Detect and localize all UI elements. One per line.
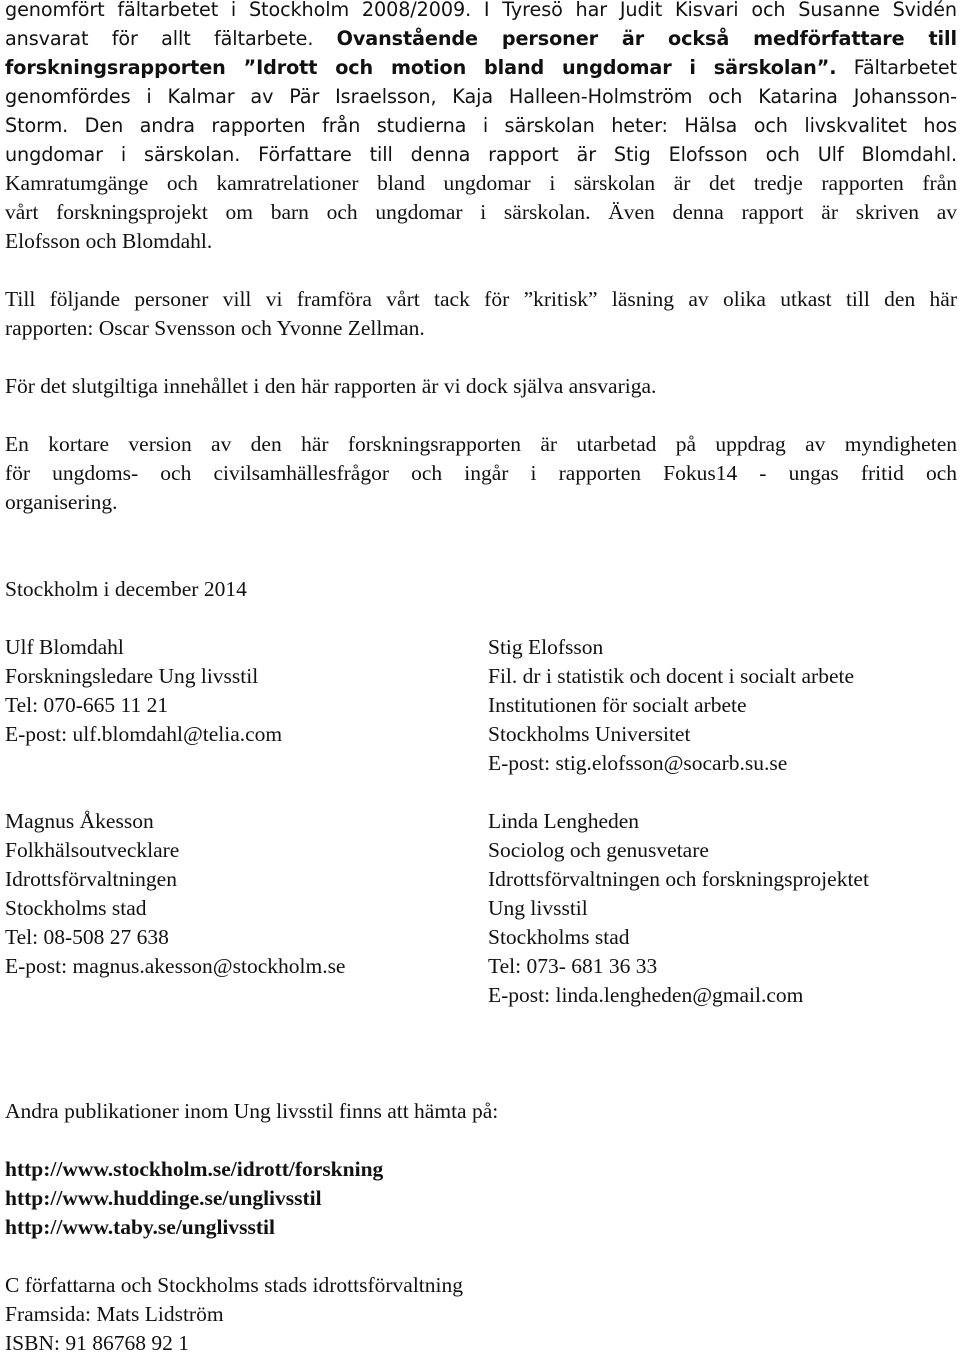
contact-stig-elofsson bbox=[488, 633, 957, 778]
publications-heading: Andra publikationer inom Ung livsstil finns att hämta på: bbox=[5, 1099, 499, 1123]
link-stockholm[interactable]: http://www.stockholm.se/idrott/forskning bbox=[5, 1157, 384, 1181]
contact-department: Institutionen för socialt arbete bbox=[488, 693, 747, 717]
contact-name: Linda Lengheden bbox=[488, 809, 640, 833]
contact-organisation: Stockholms stad bbox=[5, 896, 147, 920]
thanks-line-1: Till följande personer vill vi framföra vårt tack för ”kritisk” läsning av olika utkast till den här bbox=[5, 287, 957, 311]
thanks-paragraph bbox=[5, 285, 957, 343]
contact-magnus-akesson bbox=[5, 807, 488, 1010]
contact-email: E-post: linda.lengheden@gmail.com bbox=[488, 983, 804, 1007]
intro-line-2-text: ansvarat för allt fältarbete. bbox=[5, 27, 337, 50]
colophon bbox=[5, 1271, 957, 1358]
contact-title: Folkhälsoutvecklare bbox=[5, 838, 180, 862]
contact-title: Sociolog och genusvetare bbox=[488, 838, 709, 862]
assignment-paragraph bbox=[5, 430, 957, 517]
cover-credit: Framsida: Mats Lidström bbox=[5, 1302, 224, 1326]
place-date bbox=[5, 575, 957, 604]
contact-title: Fil. dr i statistik och docent i socialt arbete bbox=[488, 664, 855, 688]
publication-links bbox=[5, 1155, 957, 1242]
contact-name: Stig Elofsson bbox=[488, 635, 604, 659]
contacts-top bbox=[5, 633, 957, 778]
intro-line-5: Storm. Den andra rapporten från studierna i särskolan heter: Hälsa och livskvalitet hos bbox=[5, 114, 957, 137]
responsibility-line: För det slutgiltiga innehållet i den här rapporten är vi dock själva ansvariga. bbox=[5, 374, 657, 398]
contact-email: E-post: ulf.blomdahl@telia.com bbox=[5, 722, 283, 746]
assignment-line-2: för ungdoms- och civilsamhällesfrågor och ingår i rapporten Fokus14 - ungas fritid och bbox=[5, 461, 957, 485]
contact-phone: Tel: 08-508 27 638 bbox=[5, 925, 169, 949]
place-date-line: Stockholm i december 2014 bbox=[5, 577, 247, 601]
intro-line-4: genomfördes i Kalmar av Pär Israelsson, Kaja Halleen-Holmström och Katarina Johansson- bbox=[5, 85, 957, 108]
intro-line-8: vårt forskningsprojekt om barn och ungdomar i särskolan. Även denna rapport är skriven av bbox=[5, 200, 957, 224]
intro-line-1: genomfört fältarbetet i Stockholm 2008/2009. I Tyresö har Judit Kisvari och Susanne Svidén bbox=[5, 0, 957, 21]
contact-department: Idrottsförvaltningen och forskningsprojektet bbox=[488, 867, 869, 891]
link-huddinge[interactable]: http://www.huddinge.se/unglivsstil bbox=[5, 1186, 322, 1210]
contact-department: Idrottsförvaltningen bbox=[5, 867, 177, 891]
document-page bbox=[5, 0, 957, 1358]
contact-title: Forskningsledare Ung livsstil bbox=[5, 664, 259, 688]
contact-project: Ung livsstil bbox=[488, 896, 588, 920]
contact-phone: Tel: 070-665 11 21 bbox=[5, 693, 169, 717]
intro-line-3-text: Fältarbetet bbox=[836, 56, 957, 79]
intro-line-9: Elofsson och Blomdahl. bbox=[5, 229, 213, 253]
intro-paragraph bbox=[5, 0, 957, 256]
thanks-line-2: rapporten: Oscar Svensson och Yvonne Zellman. bbox=[5, 316, 425, 340]
isbn-line: ISBN: 91 86768 92 1 bbox=[5, 1331, 189, 1355]
link-taby[interactable]: http://www.taby.se/unglivsstil bbox=[5, 1215, 275, 1239]
contact-organisation: Stockholms stad bbox=[488, 925, 630, 949]
responsibility-paragraph bbox=[5, 372, 957, 401]
intro-line-7: Kamratumgänge och kamratrelationer bland ungdomar i särskolan är det tredje rapporten från bbox=[5, 171, 957, 195]
intro-line-6: ungdomar i särskolan. Författare till denna rapport är Stig Elofsson och Ulf Blomdahl. bbox=[5, 143, 957, 166]
contact-name: Magnus Åkesson bbox=[5, 809, 154, 833]
contact-ulf-blomdahl bbox=[5, 633, 488, 778]
contact-email: E-post: stig.elofsson@socarb.su.se bbox=[488, 751, 788, 775]
contacts-bottom bbox=[5, 807, 957, 1010]
intro-line-2 bbox=[5, 24, 957, 53]
coauthor-statement: Ovanstående personer är också medförfattare till bbox=[336, 27, 957, 50]
publications-section bbox=[5, 1097, 957, 1242]
assignment-line-1: En kortare version av den här forskningsrapporten är utarbetad på uppdrag av myndigheten bbox=[5, 432, 957, 456]
contact-name: Ulf Blomdahl bbox=[5, 635, 124, 659]
assignment-line-3: organisering. bbox=[5, 490, 118, 514]
contact-email: E-post: magnus.akesson@stockholm.se bbox=[5, 954, 346, 978]
contact-phone: Tel: 073- 681 36 33 bbox=[488, 954, 658, 978]
report-title-reference: forskningsrapporten ”Idrott och motion bland ungdomar i särskolan”. bbox=[5, 56, 837, 79]
copyright-line: C författarna och Stockholms stads idrottsförvaltning bbox=[5, 1273, 463, 1297]
intro-line-3 bbox=[5, 53, 957, 82]
contact-organisation: Stockholms Universitet bbox=[488, 722, 691, 746]
contact-linda-lengheden bbox=[488, 807, 957, 1010]
